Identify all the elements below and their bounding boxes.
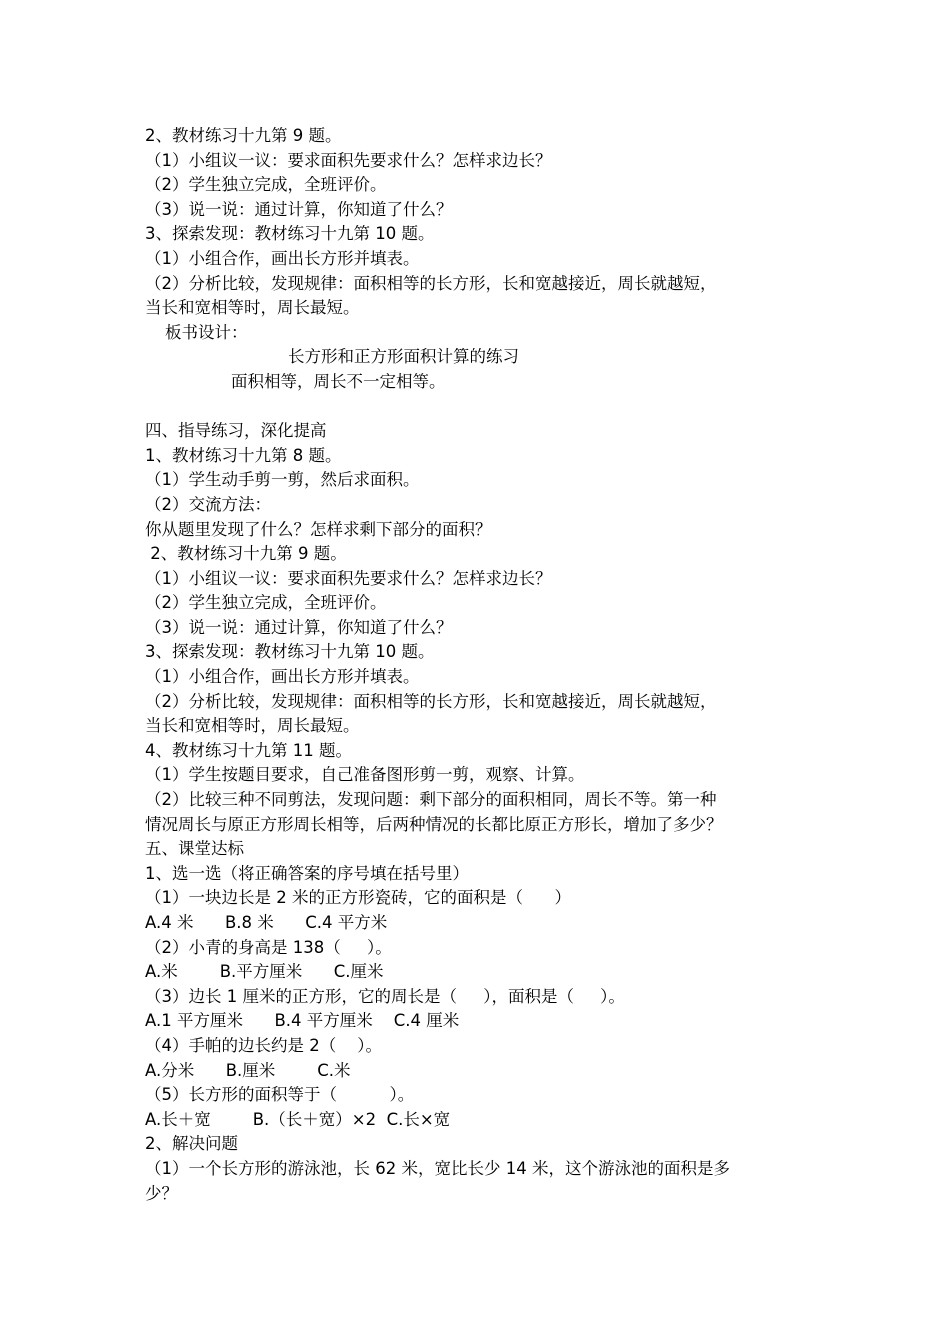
text-line: 2、教材练习十九第 9 题。 [145, 126, 342, 145]
answer-options: A.长＋宽 B.（长＋宽）×2 C.长×宽 [145, 1109, 451, 1129]
text-line: 2、解决问题 [145, 1134, 238, 1154]
text-line: （2）学生独立完成，全班评价。 [145, 175, 387, 195]
text-line: 情况周长与原正方形周长相等，后两种情况的长都比原正方形长，增加了多少？ [145, 814, 723, 834]
board-design-label: 板书设计： [165, 322, 248, 342]
text-line: 当长和宽相等时，周长最短。 [145, 298, 360, 318]
text-line: 2、教材练习十九第 9 题。 [145, 544, 347, 564]
text-line: （2）交流方法： [145, 494, 271, 514]
text-line: （1）小组议一议：要求面积先要求什么？怎样求边长？ [145, 150, 552, 170]
text-line: （2）分析比较，发现规律：面积相等的长方形，长和宽越接近，周长就越短， [145, 691, 717, 711]
text-line: （1）小组合作，画出长方形并填表。 [145, 667, 420, 687]
text-line: 你从题里发现了什么？怎样求剩下部分的面积？ [145, 519, 492, 539]
text-line: （2）学生独立完成，全班评价。 [145, 593, 387, 613]
text-line: （2）分析比较，发现规律：面积相等的长方形，长和宽越接近，周长就越短， [145, 273, 717, 293]
answer-options: A.分米 B.厘米 C.米 [145, 1060, 351, 1080]
question-line: 少？ [145, 1183, 178, 1203]
board-design-title: 长方形和正方形面积计算的练习 [288, 347, 519, 367]
blank-line [145, 395, 815, 420]
text-line: （3）说一说：通过计算，你知道了什么？ [145, 617, 453, 637]
section-heading: 五、课堂达标 [145, 839, 244, 859]
question-line: （1）一块边长是 2 米的正方形瓷砖，它的面积是（ ） [145, 888, 571, 908]
document-body [145, 124, 815, 1206]
text-line: （1）学生动手剪一剪，然后求面积。 [145, 470, 420, 490]
question-line: （3）边长 1 厘米的正方形，它的周长是（ ），面积是（ ）。 [145, 986, 625, 1006]
answer-options: A.1 平方厘米 B.4 平方厘米 C.4 厘米 [145, 1011, 460, 1031]
question-line: （2）小青的身高是 138（ ）。 [145, 937, 392, 957]
text-line: 1、教材练习十九第 8 题。 [145, 445, 342, 465]
question-line: （1）一个长方形的游泳池，长 62 米，宽比长少 14 米，这个游泳池的面积是多 [145, 1158, 730, 1178]
text-line: （1）小组合作，画出长方形并填表。 [145, 248, 420, 268]
text-line: 当长和宽相等时，周长最短。 [145, 716, 360, 736]
question-line: （5）长方形的面积等于（ ）。 [145, 1085, 415, 1105]
text-line: （3）说一说：通过计算，你知道了什么？ [145, 199, 453, 219]
answer-options: A.米 B.平方厘米 C.厘米 [145, 962, 384, 982]
question-line: （4）手帕的边长约是 2（ ）。 [145, 1035, 382, 1055]
text-line: 3、探索发现：教材练习十九第 10 题。 [145, 642, 435, 662]
text-line: 4、教材练习十九第 11 题。 [145, 740, 352, 760]
text-line: 1、选一选（将正确答案的序号填在括号里） [145, 863, 469, 883]
section-heading: 四、指导练习，深化提高 [145, 421, 327, 441]
text-line: （1）小组议一议：要求面积先要求什么？怎样求边长？ [145, 568, 552, 588]
text-line: （1）学生按题目要求，自己准备图形剪一剪，观察、计算。 [145, 765, 585, 785]
board-design-note: 面积相等，周长不一定相等。 [231, 371, 446, 391]
text-line: 3、探索发现：教材练习十九第 10 题。 [145, 224, 435, 244]
text-line: （2）比较三种不同剪法，发现问题：剩下部分的面积相同，周长不等。第一种 [145, 790, 717, 810]
answer-options: A.4 米 B.8 米 C.4 平方米 [145, 913, 388, 932]
